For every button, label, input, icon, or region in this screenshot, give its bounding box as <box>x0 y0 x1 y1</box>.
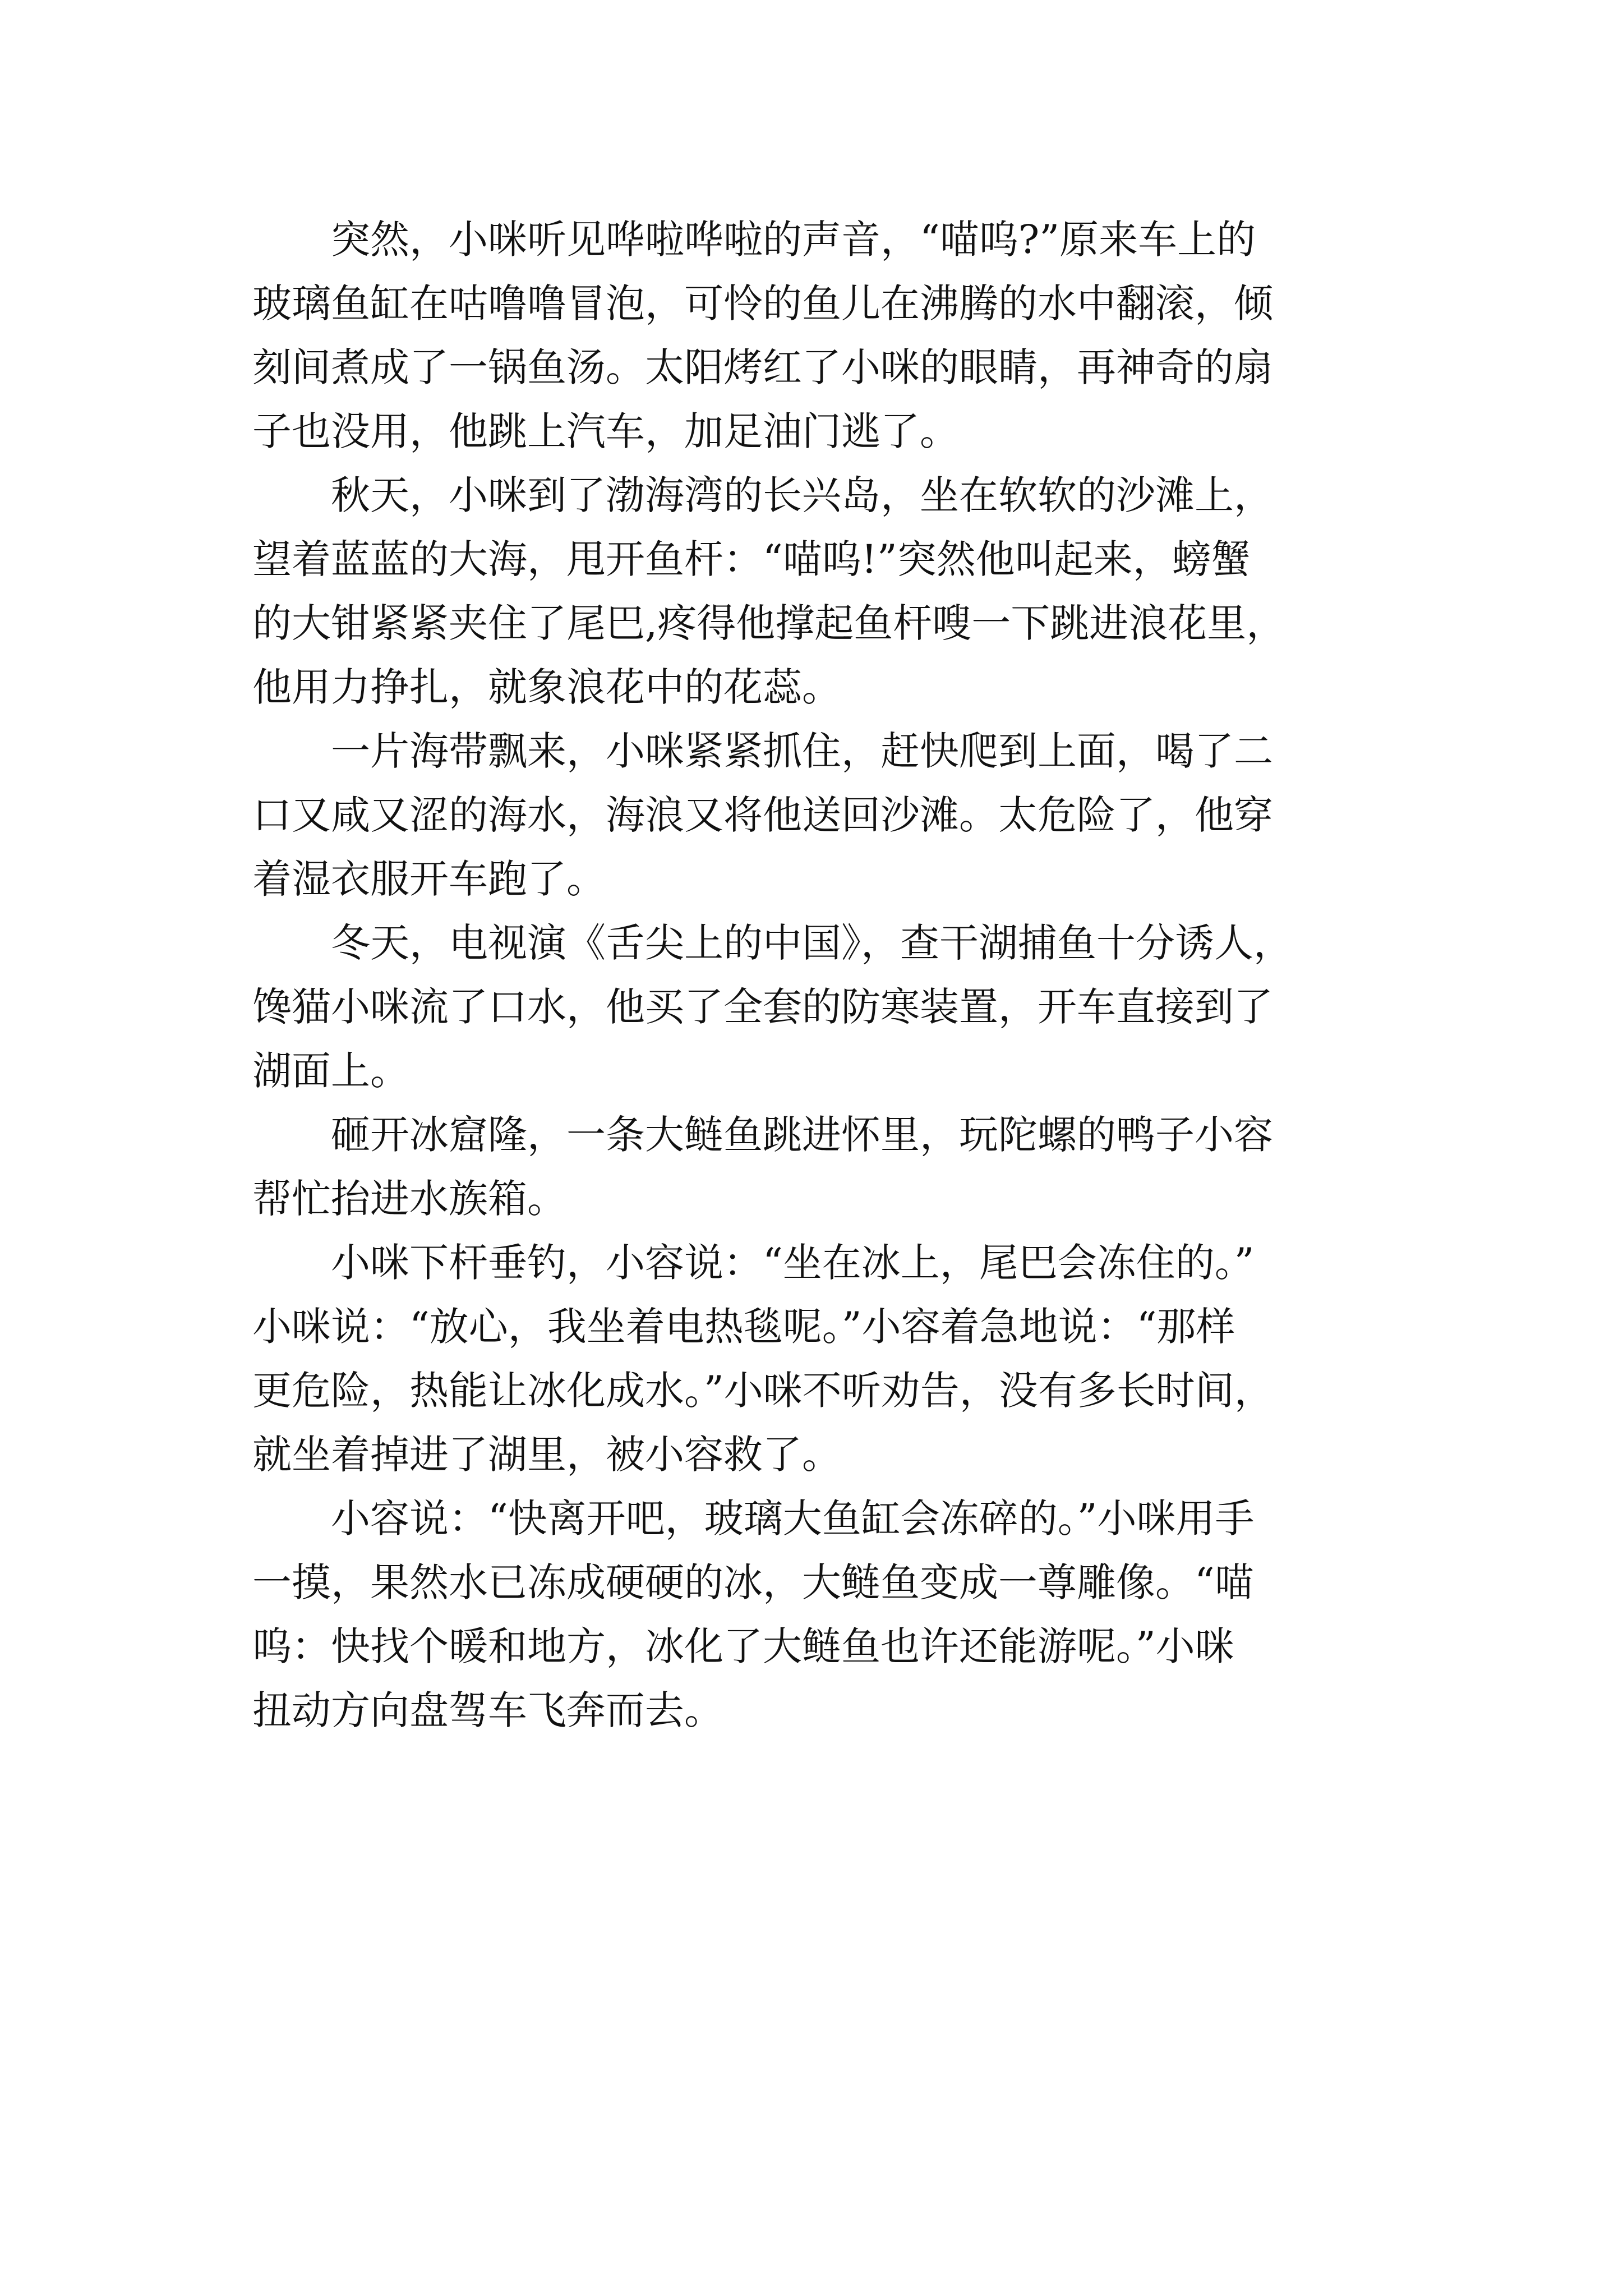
text-line: 馋猫小咪流了口水，他买了全套的防寒装置，开车直接到了 <box>252 984 1273 1030</box>
text-line: 呜：快找个暖和地方，冰化了大鲢鱼也许还能游呢。”小咪 <box>252 1623 1234 1669</box>
text-line: 子也没用，他跳上汽车，加足油门逃了。 <box>252 408 959 454</box>
text-line: 砸开冰窟隆，一条大鲢鱼跳进怀里，玩陀螺的鸭子小容 <box>331 1112 1273 1158</box>
text-line: 更危险，热能让冰化成水。”小咪不听劝告，没有多长时间， <box>252 1368 1274 1414</box>
text-line: 小咪说：“放心，我坐着电热毯呢。”小容着急地说：“那样 <box>252 1304 1235 1350</box>
text-line: 小容说：“快离开吧，玻璃大鱼缸会冻碎的。”小咪用手 <box>331 1496 1255 1542</box>
text-line: 突然，小咪听见哗啦哗啦的声音，“喵呜?”原来车上的 <box>331 217 1256 263</box>
text-line: 望着蓝蓝的大海，甩开鱼杆：“喵呜!”突然他叫起来，螃蟹 <box>252 536 1251 582</box>
text-line: 着湿衣服开车跑了。 <box>252 856 606 902</box>
text-line: 湖面上。 <box>252 1048 409 1094</box>
text-line: 就坐着掉进了湖里，被小容救了。 <box>252 1432 841 1478</box>
text-line: 玻璃鱼缸在咕噜噜冒泡，可怜的鱼儿在沸腾的水中翻滚，倾 <box>252 280 1273 326</box>
text-line: 冬天，电视演《舌尖上的中国》，查干湖捕鱼十分诱人， <box>331 920 1293 966</box>
text-line: 的大钳紧紧夹住了尾巴,疼得他撑起鱼杆嗖一下跳进浪花里， <box>252 600 1286 646</box>
text-line: 口又咸又涩的海水，海浪又将他送回沙滩。太危险了，他穿 <box>252 792 1273 838</box>
text-line: 扭动方向盘驾车飞奔而去。 <box>252 1687 723 1733</box>
text-line: 一片海带飘来，小咪紧紧抓住，赶快爬到上面，喝了二 <box>331 728 1273 774</box>
text-line: 帮忙抬进水族箱。 <box>252 1176 566 1222</box>
text-line: 刻间煮成了一锅鱼汤。太阳烤红了小咪的眼睛，再神奇的扇 <box>252 344 1273 390</box>
text-line: 小咪下杆垂钓，小容说：“坐在冰上，尾巴会冻住的。” <box>331 1240 1255 1286</box>
text-line: 他用力挣扎，就象浪花中的花蕊。 <box>252 664 841 710</box>
text-line: 秋天，小咪到了渤海湾的长兴岛，坐在软软的沙滩上， <box>331 472 1273 518</box>
text-line: 一摸，果然水已冻成硬硬的冰，大鲢鱼变成一尊雕像。“喵 <box>252 1559 1254 1605</box>
